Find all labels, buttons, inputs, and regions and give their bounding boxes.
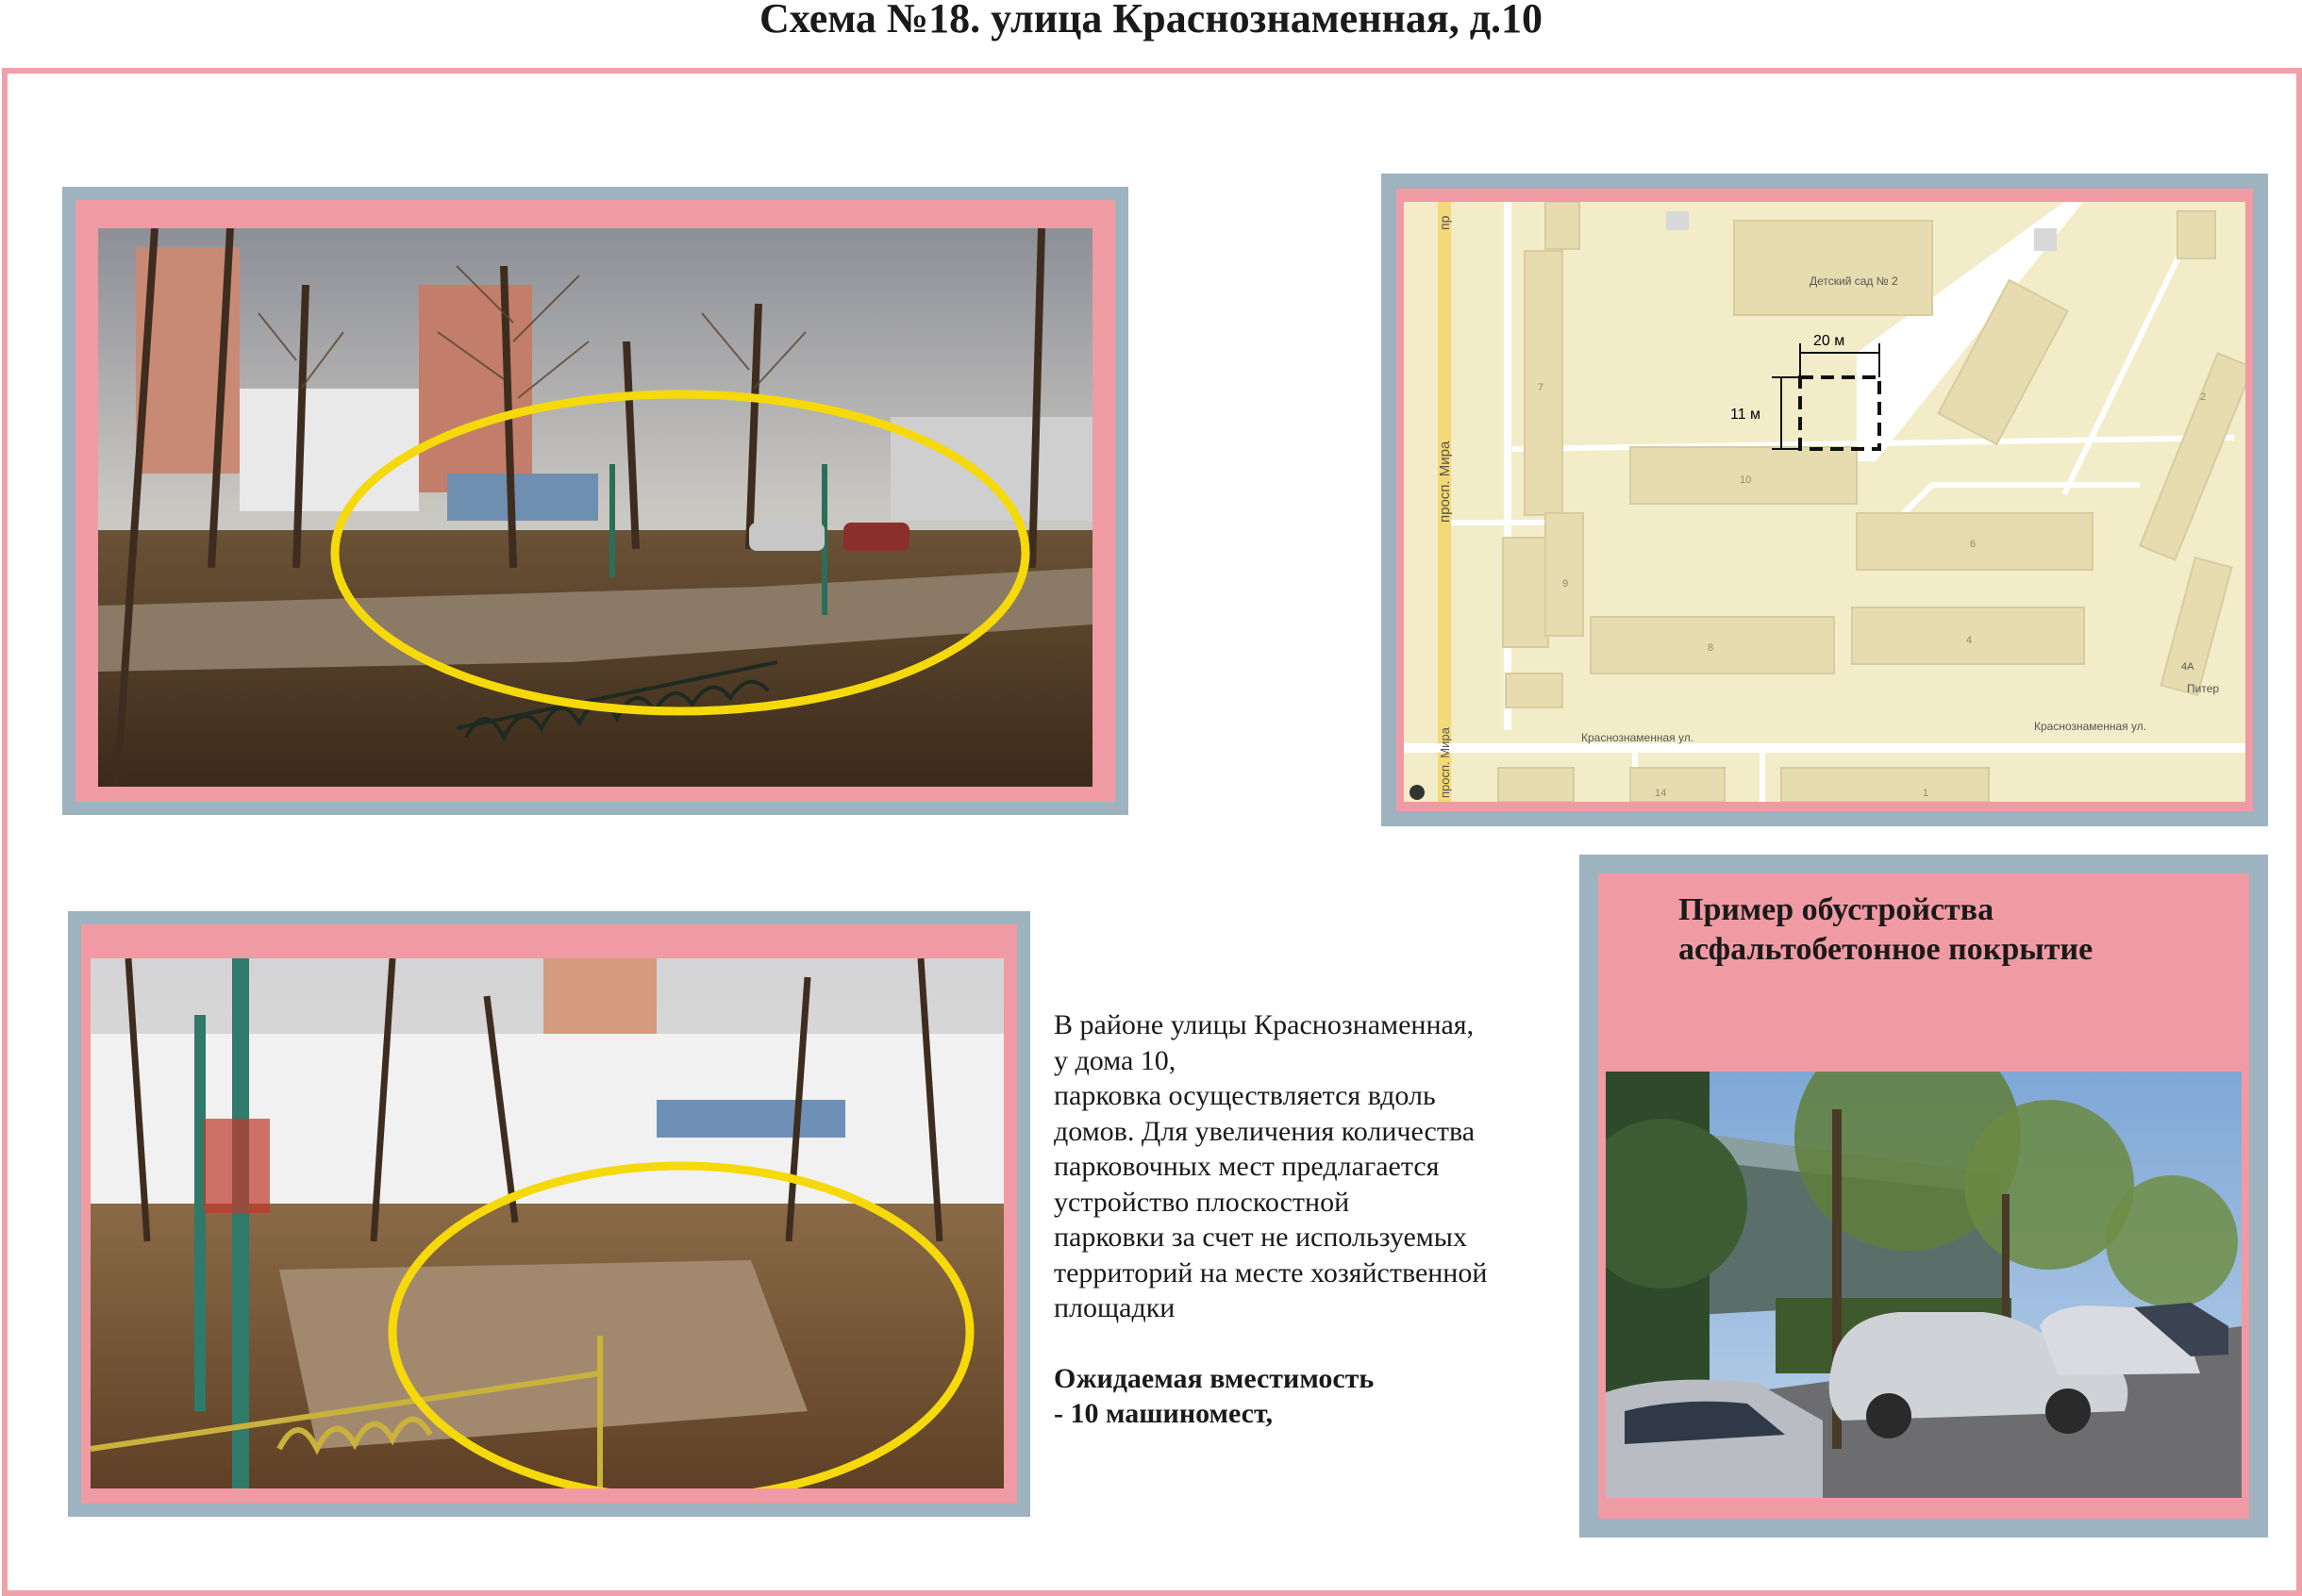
photo-frame-top-left [62,187,1128,815]
description-line: парковки за счет не используемых [1054,1222,1467,1253]
map-dimension-height: 11 м [1730,407,1761,423]
map-label-prospect: просп. Мира [1437,441,1453,523]
description-line: у дома 10, [1054,1044,1176,1076]
map-label-kindergarten: Детский сад № 2 [1810,274,1898,288]
map-label-street-left: Краснознаменная ул. [1581,731,1694,744]
description-line: устройство плоскостной [1054,1186,1350,1218]
map-label-prospect-top: пр [1437,215,1452,230]
map-label-house-1: 1 [1923,788,1929,799]
capacity-value: - 10 машиномест, [1054,1398,1273,1429]
map-dimension-width: 20 м [1813,333,1845,349]
example-title-line1: Пример обустройства [1678,892,1994,927]
map-label-house-2: 2 [2200,391,2207,403]
courtyard-photo-2 [91,958,1004,1488]
description-line: парковка осуществляется вдоль [1054,1080,1436,1111]
map-label-house-9: 9 [1562,578,1569,590]
description-text [1054,1007,1582,1432]
map-label-house-10: 10 [1740,474,1752,486]
example-parking-photo [1606,1072,2242,1498]
map-frame [1381,174,2268,826]
map-label-house-14: 14 [1655,788,1667,799]
site-map [1404,202,2245,802]
map-label-prospect-bottom: просп. Мира [1438,727,1452,798]
description-line: В районе улицы Краснознаменная, [1054,1009,1475,1040]
map-label-house-4a: 4А [2181,661,2194,673]
info-icon[interactable] [1410,785,1425,800]
map-label-house-6: 6 [1970,539,1977,550]
example-frame [1579,855,2268,1538]
description-line: площадки [1054,1292,1176,1323]
description-line: парковочных мест предлагается [1054,1151,1440,1182]
page-title: Схема №18. улица Краснознаменная, д.10 [759,0,1543,42]
capacity-title: Ожидаемая вместимость [1054,1362,1375,1394]
description-line: территорий на месте хозяйственной [1054,1256,1488,1288]
description-line: домов. Для увеличения количества [1054,1115,1476,1147]
example-title-line2: асфальтобетонное покрытие [1678,932,2093,967]
map-label-house-8: 8 [1708,642,1714,654]
map-label-shop: Питер [2187,682,2220,695]
photo-frame-bottom-left [68,911,1030,1517]
map-label-house-4: 4 [1966,635,1973,646]
example-title [1678,890,2207,970]
courtyard-photo-1 [98,228,1093,787]
map-label-house-7: 7 [1538,382,1544,393]
map-label-street-right: Краснознаменная ул. [2034,720,2147,733]
